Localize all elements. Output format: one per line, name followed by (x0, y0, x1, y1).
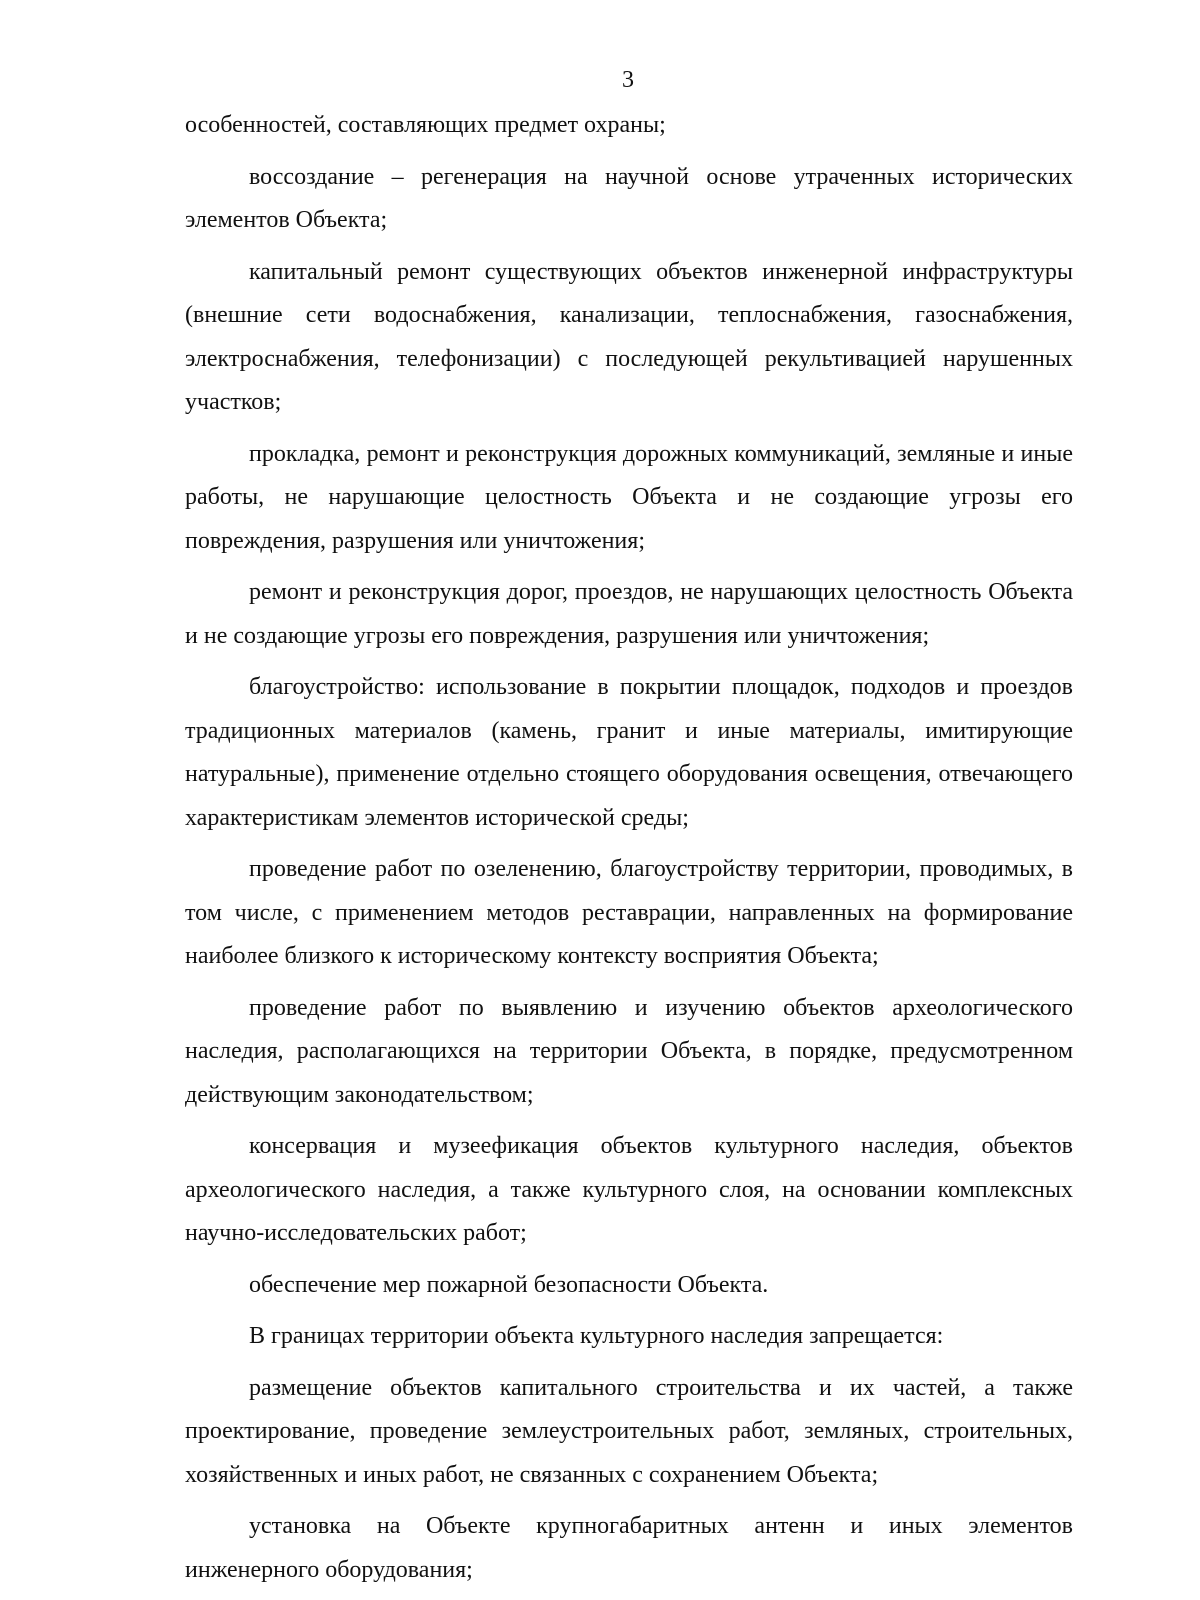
paragraph-construction-ban: размещение объектов капитального строительства и их частей, а также проектирование, проведение землеустроительных работ, земляных, строительных, хозяйственных и иных работ, не связанных с сохранением Объекта; (185, 1374, 1073, 1488)
paragraph-continuation: особенностей, составляющих предмет охраны; (185, 112, 666, 138)
paragraph-greening: проведение работ по озеленению, благоустройству территории, проводимых, в том числе, с применением методов реставрации, направленных на формирование наиболее близкого к историческому контексту восприятия Объекта; (185, 856, 1073, 969)
paragraph-antenna-ban: установка на Объекте крупногабаритных антенн и иных элементов инженерного оборудования; (185, 1513, 1073, 1583)
paragraph-fire-safety: обеспечение мер пожарной безопасности Объекта. (249, 1271, 769, 1298)
paragraph-archaeology: проведение работ по выявлению и изучению объектов археологического наследия, располагающихся на территории Объекта, в порядке, предусмотренном действующим законодательством; (185, 994, 1073, 1108)
paragraph-road-repair: ремонт и реконструкция дорог, проездов, не нарушающих целостность Объекта и не создающие угрозы его повреждения, разрушения или уничтожения; (185, 579, 1073, 649)
page-number: 3 (622, 67, 634, 93)
paragraph-landscaping: благоустройство: использование в покрытии площадок, подходов и проездов традиционных материалов (камень, гранит и иные материалы, имитирующие натуральные), применение отдельно стоящего оборудования освещения, отвечающего характеристикам элементов исторической среды; (185, 674, 1073, 831)
paragraph-recreation: воссоздание – регенерация на научной основе утраченных исторических элементов Объекта; (185, 163, 1073, 233)
document-body (185, 104, 1073, 1600)
paragraph-road-communications: прокладка, ремонт и реконструкция дорожных коммуникаций, земляные и иные работы, не нарушающие целостность Объекта и не создающие угрозы его повреждения, разрушения или уничтожения; (185, 440, 1073, 554)
paragraph-capital-repair: капитальный ремонт существующих объектов инженерной инфраструктуры (внешние сети водоснабжения, канализации, теплоснабжения, газоснабжения, электроснабжения, телефонизации) с последующей рекультивацией нарушенных участков; (185, 258, 1073, 415)
paragraph-prohibitions-heading: В границах территории объекта культурного наследия запрещается: (249, 1323, 944, 1349)
paragraph-conservation: консервация и музеефикация объектов культурного наследия, объектов археологического наследия, а также культурного слоя, на основании комплексных научно-исследовательских работ; (185, 1133, 1073, 1246)
